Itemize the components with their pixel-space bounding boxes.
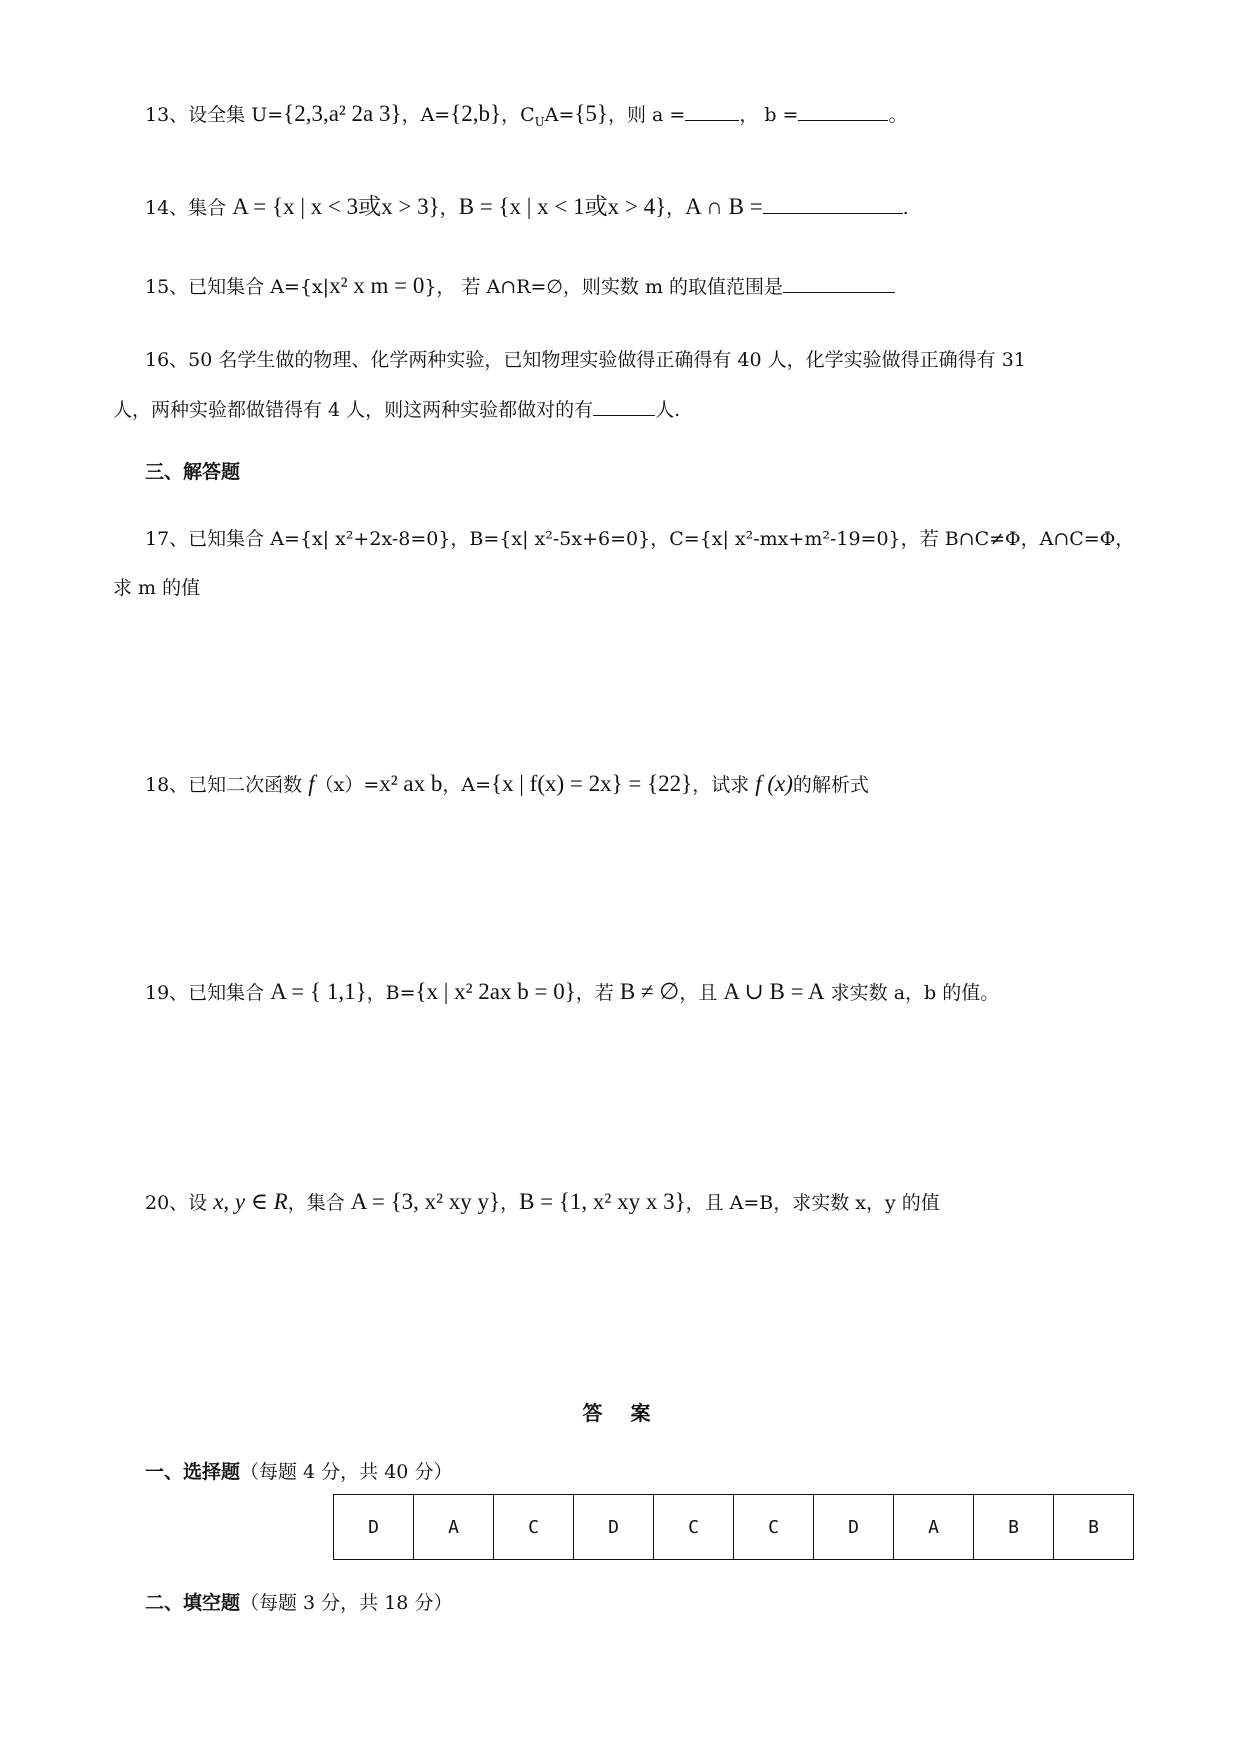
question-13: 13、设全集 U={2,3,a² 2a 3}，A={2,b}，$C_UA=\{5\}$，则 a = ， b = 。 [145, 101, 908, 129]
set-b-expression: B = {x | x < 1或x > 4} [458, 194, 667, 219]
answer-blank [593, 397, 655, 416]
complement-expression: {5} [574, 101, 608, 126]
set-a-expression: A = { 1,1} [270, 979, 367, 1004]
set-a-expression: {x | f(x) = 2x} = {22} [491, 771, 693, 796]
answer-cell: B [974, 1495, 1054, 1560]
answer-blank-a [685, 102, 739, 121]
intersection-expression: A ∩ B = [685, 194, 763, 219]
section-heading-answers: 三、解答题 [145, 461, 241, 483]
set-a-expression: A = {x | x < 3或x > 3} [232, 194, 440, 219]
section-heading-fill-in: 二、填空题（每题 3 分，共 18 分） [145, 1592, 453, 1614]
answer-cell: C [734, 1495, 814, 1560]
answers-title: 答案 [582, 1401, 679, 1425]
answer-cell: C [494, 1495, 574, 1560]
answer-cell: B [1054, 1495, 1134, 1560]
set-a-expression: A = {3, x² xy y} [350, 1189, 501, 1214]
set-b-expression: {x | x² 2ax b = 0} [415, 979, 576, 1004]
table-row [334, 1495, 1134, 1560]
equation-expression: x² x m = 0 [329, 273, 425, 298]
set-a-expression: {2,b} [450, 101, 502, 126]
question-20: 20、设 x, y ∈ R，集合 A = {3, x² xy y}，B = {1, x² xy x 3}，且 A=B，求实数 x，y 的值 [145, 1189, 940, 1214]
question-18: 18、已知二次函数 f（x）=x² ax b，A={x | f(x) = 2x} = {22}，试求 f (x)的解析式 [145, 771, 869, 796]
question-14: 14、集合 A = {x | x < 3或x > 3}，B = {x | x < 1或x > 4}，A ∩ B = . [145, 194, 909, 219]
answer-cell: D [814, 1495, 894, 1560]
answer-cell: D [574, 1495, 654, 1560]
answer-blank [783, 274, 895, 293]
choice-answer-table [333, 1494, 1134, 1560]
question-17-line-1: 17、已知集合 A={x| x²+2x-8=0}，B={x| x²-5x+6=0}，C={x| x²-mx+m²-19=0}，若 B∩C≠Φ，A∩C=Φ， [145, 528, 1135, 550]
section-heading-multiple-choice: 一、选择题（每题 4 分，共 40 分） [145, 1461, 453, 1483]
question-16-line-1: 16、50 名学生做的物理、化学两种实验，已知物理实验做得正确得有 40 人，化学实验做得正确得有 31 [145, 349, 1026, 371]
answer-blank [763, 195, 903, 214]
answer-cell: D [334, 1495, 414, 1560]
answer-cell: C [654, 1495, 734, 1560]
question-16-line-2: 人，两种实验都做错得有 4 人，则这两种实验都做对的有 人. [113, 399, 681, 421]
set-b-expression: B = {1, x² xy x 3} [519, 1189, 686, 1214]
set-u-expression: {2,3,a² 2a 3} [283, 101, 402, 126]
answer-cell: A [894, 1495, 974, 1560]
function-expression: x² ax b [379, 771, 443, 796]
question-17-line-2: 求 m 的值 [113, 577, 201, 599]
answer-blank-b [798, 102, 888, 121]
question-15: 15、已知集合 A={x|x² x m = 0}， 若 A∩R=∅，则实数 m 的取值范围是 [145, 272, 895, 299]
question-19: 19、已知集合 A = { 1,1}，B={x | x² 2ax b = 0}，若 B ≠ ∅，且 A ∪ B = A 求实数 a，b 的值。 [145, 979, 1000, 1004]
answer-cell: A [414, 1495, 494, 1560]
